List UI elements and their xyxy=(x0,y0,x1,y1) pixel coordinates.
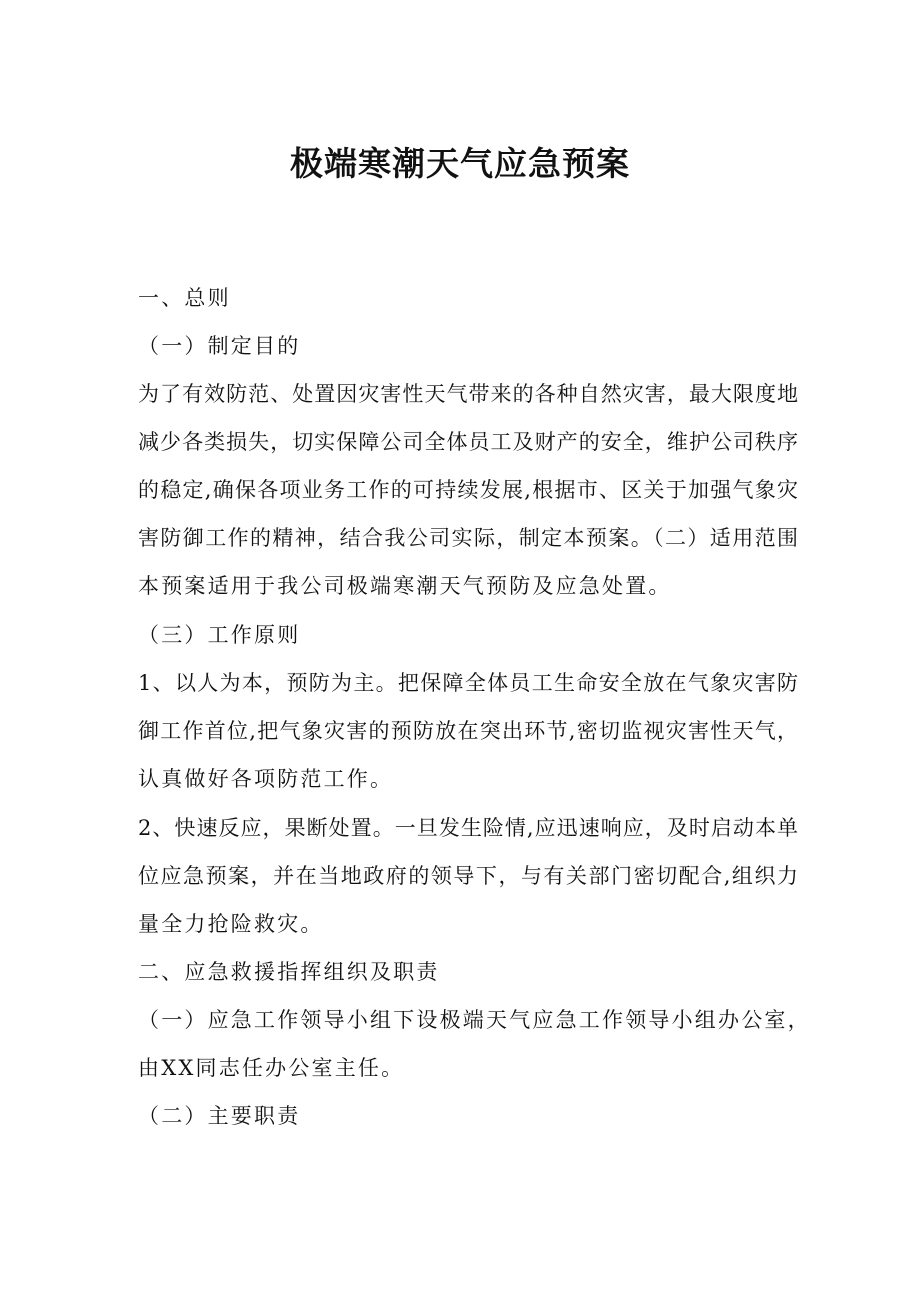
subheading-purpose: （一）制定目的 xyxy=(138,334,301,358)
paragraph-line: 1、以人为本，预防为主。把保障全体员工生命安全放在气象灾害防 xyxy=(138,671,798,695)
paragraph-line: 2、快速反应，果断处置。一旦发生险情,应迅速响应，及时启动本单 xyxy=(138,816,798,840)
heading-command-organization: 二、应急救援指挥组织及职责 xyxy=(138,960,440,984)
paragraph-line: 害防御工作的精神，结合我公司实际，制定本预案。（二）适用范围 xyxy=(138,526,798,550)
paragraph-line: 位应急预案，并在当地政府的领导下，与有关部门密切配合,组织力 xyxy=(138,864,798,888)
paragraph-line: 认真做好各项防范工作。 xyxy=(138,767,394,791)
paragraph-line: （一）应急工作领导小组下设极端天气应急工作领导小组办公室， xyxy=(138,1008,811,1032)
paragraph-line: 由XX同志任办公室主任。 xyxy=(138,1056,405,1080)
subheading-responsibilities: （二）主要职责 xyxy=(138,1104,301,1128)
paragraph-line: 为了有效防范、处置因灾害性天气带来的各种自然灾害，最大限度地 xyxy=(138,382,798,406)
paragraph-line: 量全力抢险救灾。 xyxy=(138,912,324,936)
subheading-principles: （三）工作原则 xyxy=(138,623,301,647)
paragraph-line: 本预案适用于我公司极端寒潮天气预防及应急处置。 xyxy=(138,574,672,598)
paragraph-line: 御工作首位,把气象灾害的预防放在突出环节,密切监视灾害性天气， xyxy=(138,719,798,743)
heading-general: 一、总则 xyxy=(138,286,231,310)
document-title: 极端寒潮天气应急预案 xyxy=(290,144,630,183)
paragraph-line: 减少各类损失，切实保障公司全体员工及财产的安全，维护公司秩序 xyxy=(138,430,798,454)
paragraph-line: 的稳定,确保各项业务工作的可持续发展,根据市、区关于加强气象灾 xyxy=(138,478,798,502)
